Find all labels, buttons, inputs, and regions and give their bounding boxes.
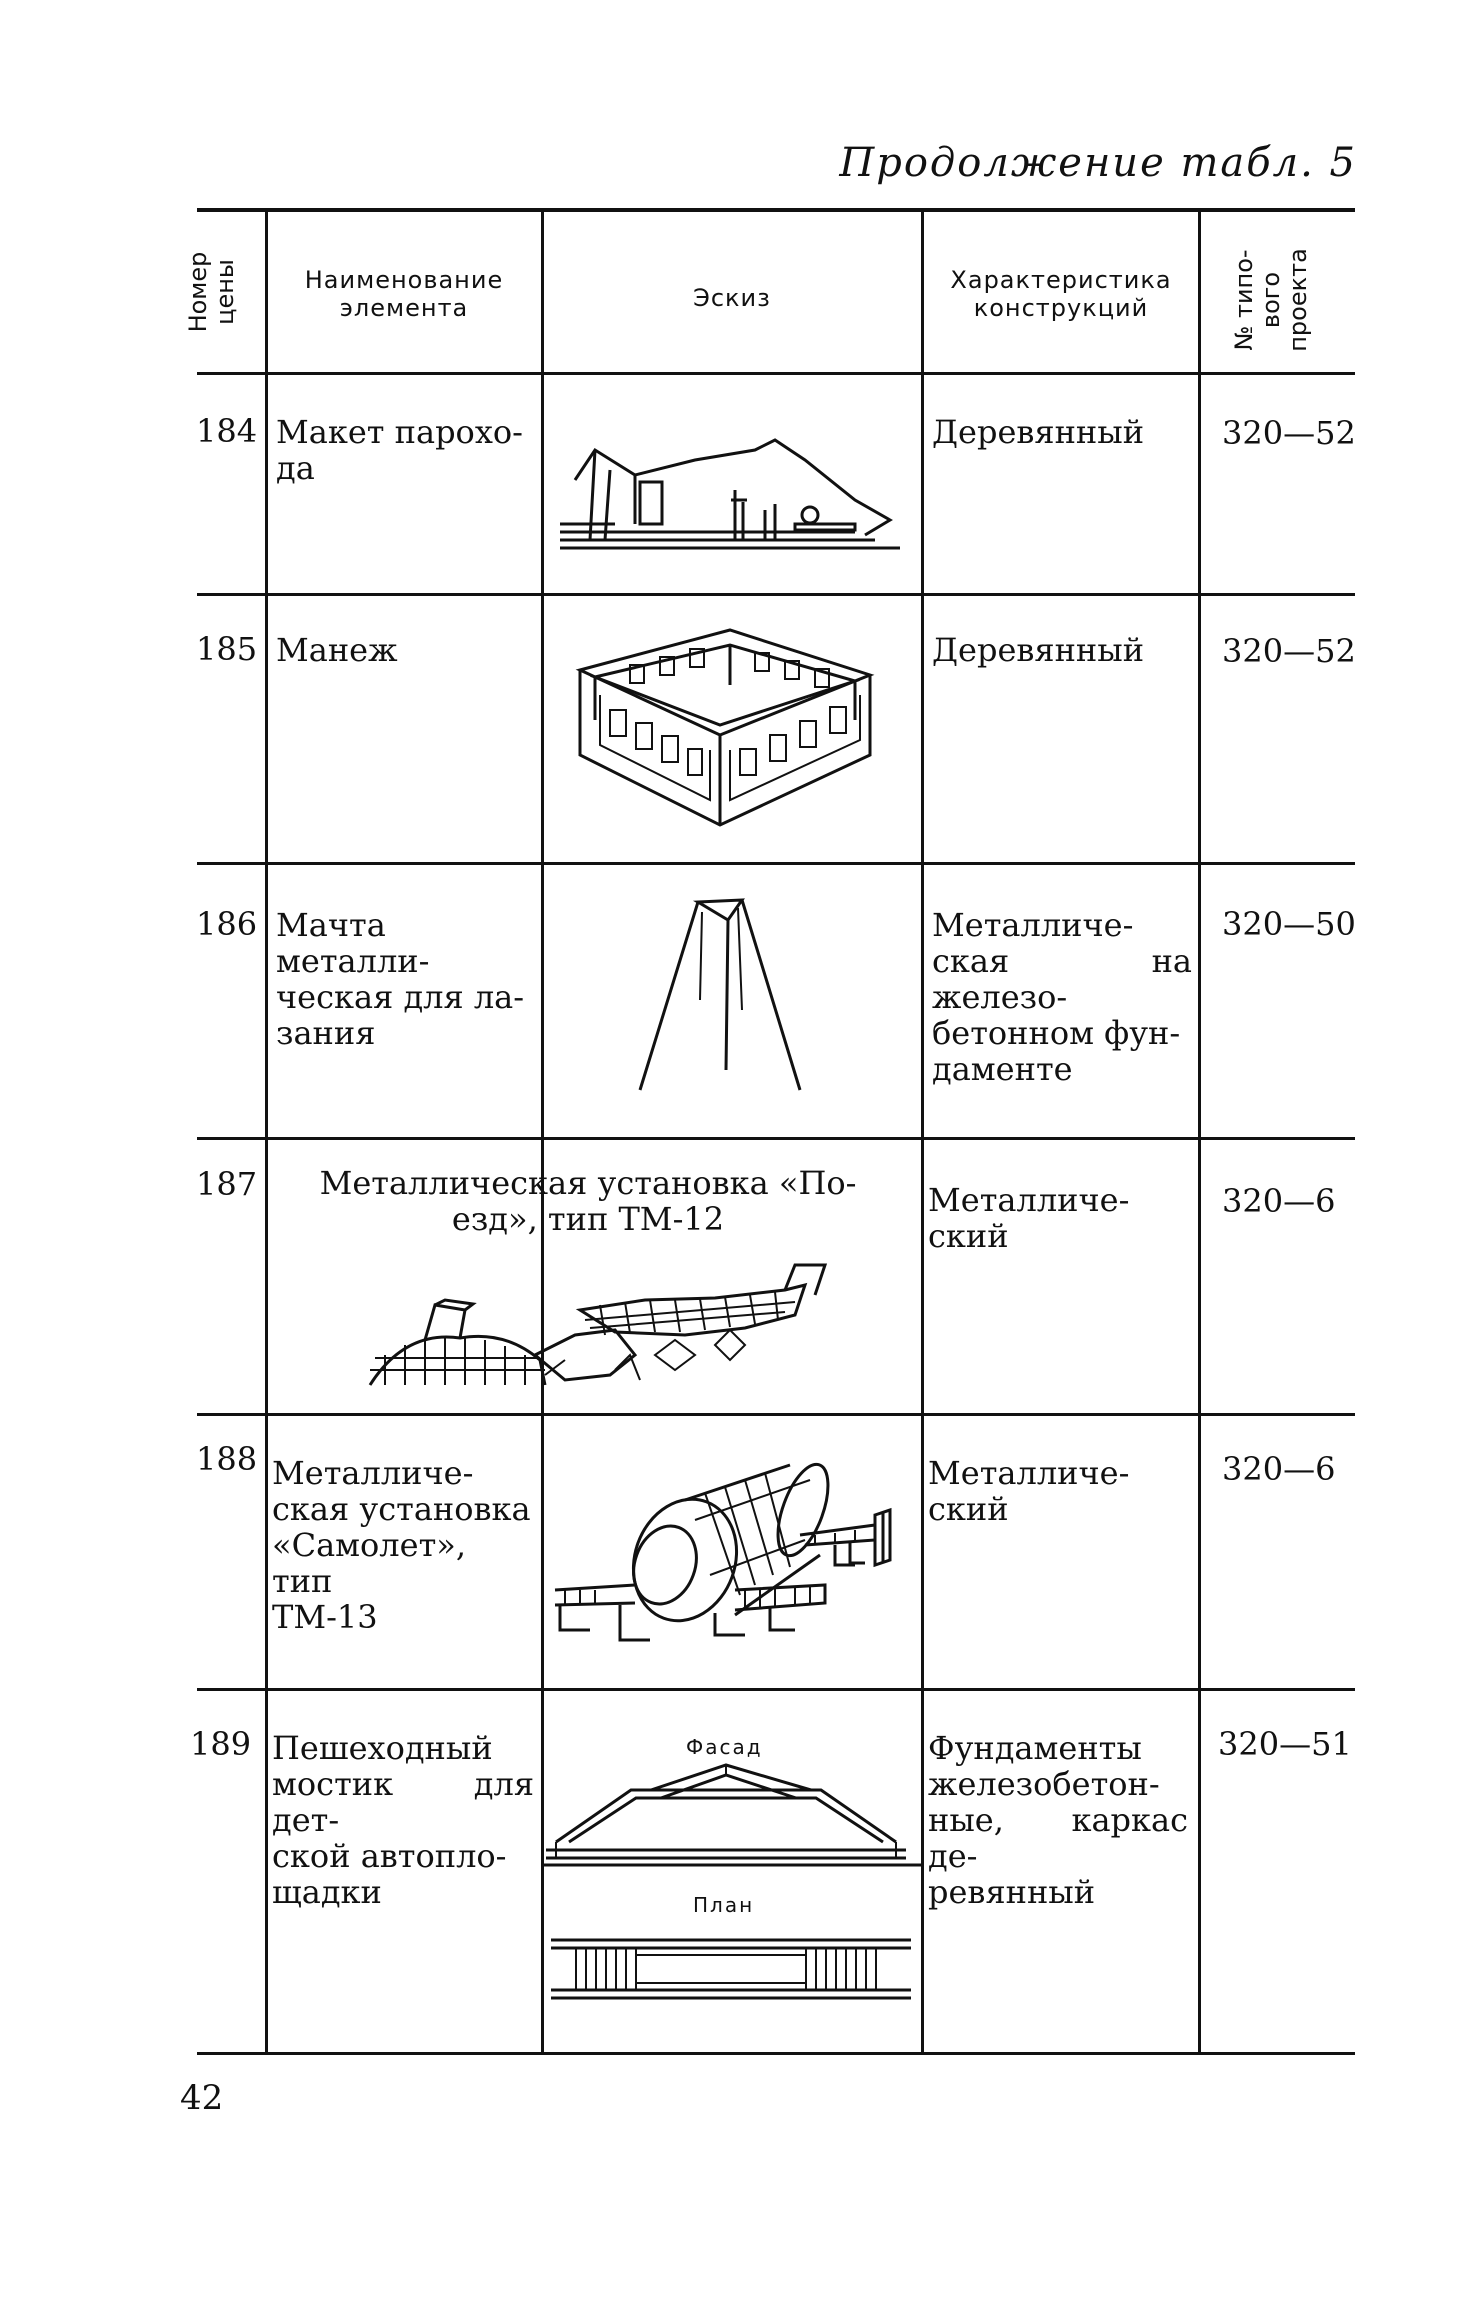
- row-divider: [197, 1413, 1355, 1416]
- element-name: Мачта металли- ческая для ла- зания: [276, 906, 525, 1052]
- steamboat-model-sketch: [555, 420, 905, 560]
- row-number: 184: [196, 412, 258, 450]
- row-number: 186: [196, 905, 258, 943]
- header-characteristic: Характеристика конструкций: [950, 266, 1172, 322]
- header-number: Номер цены: [184, 251, 239, 333]
- column-divider: [265, 212, 268, 2052]
- row-number: 188: [196, 1440, 258, 1478]
- table-bottom-rule: [197, 2052, 1355, 2055]
- table-top-rule: [197, 208, 1355, 212]
- element-name: Пешеходный мостик для дет- ской автопло- щадки: [272, 1729, 534, 1911]
- header-name: Наименование элемента: [304, 266, 504, 322]
- row-divider: [197, 862, 1355, 865]
- header-sketch: Эскиз: [693, 284, 771, 312]
- column-divider: [921, 212, 924, 2052]
- table-continuation-caption: Продолжение табл. 5: [839, 140, 1357, 186]
- train-installation-sketch: [365, 1260, 835, 1390]
- playpen-sketch: [570, 625, 880, 835]
- header-project: № типо- вого проекта: [1230, 248, 1312, 352]
- plan-label: План: [693, 1893, 755, 1917]
- pedestrian-bridge-sketch: [541, 1730, 921, 2050]
- construction-characteristic: Металличе- ская на железо- бетонном фун- даменте: [932, 906, 1192, 1088]
- construction-characteristic: Фундаменты железобетон- ные, каркас де- ревянный: [928, 1729, 1188, 1911]
- row-number: 189: [190, 1725, 252, 1763]
- row-number: 185: [196, 630, 258, 668]
- header-bottom-rule: [197, 372, 1355, 375]
- element-name: Металлическая установка «По- езд», тип ТМ-12: [319, 1164, 857, 1238]
- project-number: 320—6: [1222, 1450, 1336, 1488]
- element-name: Металличе- ская установка «Самолет», тип ТМ-13: [272, 1454, 531, 1636]
- project-number: 320—52: [1222, 632, 1356, 670]
- element-name: Макет парохо- да: [276, 413, 523, 487]
- row-divider: [197, 1137, 1355, 1140]
- page-number: 42: [180, 2078, 224, 2118]
- project-number: 320—6: [1222, 1182, 1336, 1220]
- row-number: 187: [196, 1165, 258, 1203]
- project-number: 320—50: [1222, 905, 1356, 943]
- project-number: 320—52: [1222, 414, 1356, 452]
- construction-characteristic: Металличе- ский: [928, 1454, 1130, 1528]
- column-divider: [1198, 212, 1201, 2052]
- airplane-installation-sketch: [545, 1445, 915, 1645]
- element-name: Манеж: [276, 631, 398, 669]
- climbing-mast-sketch: [630, 890, 810, 1100]
- construction-characteristic: Деревянный: [932, 413, 1145, 451]
- row-divider: [197, 593, 1355, 596]
- construction-characteristic: Металличе- ский: [928, 1181, 1130, 1255]
- row-divider: [197, 1688, 1355, 1691]
- construction-characteristic: Деревянный: [932, 631, 1145, 669]
- project-number: 320—51: [1218, 1725, 1352, 1763]
- facade-label: Фасад: [686, 1735, 763, 1759]
